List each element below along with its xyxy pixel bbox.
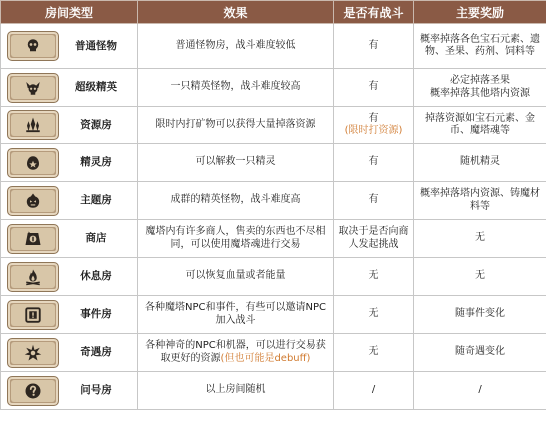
reward-text: 必定掉落圣果 概率掉落其他塔内资源 xyxy=(430,75,530,99)
room-type-name: 超级精英 xyxy=(75,81,117,94)
room-type-cell xyxy=(1,107,138,144)
header-combat: 是否有战斗 xyxy=(334,1,414,24)
horned-skull-icon xyxy=(24,79,42,97)
room-icon-tile xyxy=(7,224,59,254)
room-icon-tile xyxy=(7,73,59,103)
combat-cell xyxy=(334,296,414,334)
question-icon xyxy=(24,382,42,400)
combat-text: 无 xyxy=(368,270,379,282)
effect-text: 各种魔塔NPC和事件，有些可以邀请NPC加入战斗 xyxy=(145,302,326,326)
room-type-name: 商店 xyxy=(85,232,107,245)
reward-cell xyxy=(414,107,546,144)
room-type-cell xyxy=(1,372,138,410)
reward-cell xyxy=(414,258,546,296)
effect-cell xyxy=(138,107,334,144)
reward-text: / xyxy=(478,384,482,396)
effect-text: 一只精英怪物，战斗难度较高 xyxy=(170,81,301,93)
effect-text: 魔塔内有许多商人，售卖的东西也不尽相同，可以使用魔塔魂进行交易 xyxy=(145,226,326,250)
reward-cell xyxy=(414,69,546,107)
table-row xyxy=(1,182,546,220)
effect-text: 可以解救一只精灵 xyxy=(195,156,276,168)
crystal-icon xyxy=(24,116,42,134)
combat-cell xyxy=(334,144,414,182)
burst-icon xyxy=(24,344,42,362)
header-effect: 效果 xyxy=(138,1,334,24)
combat-text: / xyxy=(371,384,376,396)
table-body xyxy=(1,24,546,410)
combat-cell xyxy=(334,372,414,410)
reward-cell xyxy=(414,144,546,182)
room-type-cell xyxy=(1,69,138,107)
combat-cell xyxy=(334,69,414,107)
room-type-name: 主题房 xyxy=(80,194,112,207)
room-icon-tile xyxy=(7,110,59,140)
effect-cell xyxy=(138,372,334,410)
table-row xyxy=(1,334,546,372)
combat-cell xyxy=(334,182,414,220)
effect-text: 限时内打矿物可以获得大量掉落资源 xyxy=(155,118,316,130)
effect-cell xyxy=(138,182,334,220)
effect-text: 各种神奇的NPC和机器，可以进行交易获取更好的资源 xyxy=(145,340,326,364)
table-header-row xyxy=(1,1,546,24)
room-type-name: 奇遇房 xyxy=(80,346,112,359)
reward-text: 掉落资源如宝石元素、金币、魔塔魂等 xyxy=(425,112,535,136)
room-icon-tile xyxy=(7,31,59,61)
effect-text: 可以恢复血量或者能量 xyxy=(185,270,286,282)
combat-text: 有 xyxy=(368,39,379,51)
combat-note: (限时打资源) xyxy=(344,125,403,136)
effect-cell xyxy=(138,144,334,182)
table-row xyxy=(1,69,546,107)
room-type-cell xyxy=(1,334,138,372)
room-icon-tile xyxy=(7,338,59,368)
room-type-cell xyxy=(1,182,138,220)
combat-text: 取决于是否向商人发起挑战 xyxy=(338,226,409,250)
reward-cell xyxy=(414,24,546,69)
effect-cell xyxy=(138,24,334,69)
skull-icon xyxy=(24,37,42,55)
reward-text: 随机精灵 xyxy=(460,156,500,168)
combat-text: 有 xyxy=(368,112,379,124)
reward-cell xyxy=(414,296,546,334)
reward-text: 概率掉落塔内资源、铸魔材料等 xyxy=(420,188,540,212)
effect-cell xyxy=(138,220,334,258)
reward-text: 概率掉落各色宝石元素、遗物、圣果、药剂、饲料等 xyxy=(420,33,540,57)
room-icon-tile xyxy=(7,376,59,406)
room-type-name: 问号房 xyxy=(80,384,112,397)
table-row xyxy=(1,107,546,144)
spirit-icon xyxy=(24,154,42,172)
room-type-cell xyxy=(1,258,138,296)
effect-cell xyxy=(138,296,334,334)
combat-text: 无 xyxy=(368,346,379,358)
room-type-name: 事件房 xyxy=(80,308,112,321)
room-type-cell xyxy=(1,144,138,182)
elite-face-icon xyxy=(24,192,42,210)
header-reward: 主要奖励 xyxy=(414,1,546,24)
combat-cell xyxy=(334,334,414,372)
combat-text: 有 xyxy=(368,194,379,206)
effect-note: (但也可能是debuff) xyxy=(220,352,311,364)
combat-text: 无 xyxy=(368,308,379,320)
table-row xyxy=(1,296,546,334)
room-icon-tile xyxy=(7,148,59,178)
room-type-name: 休息房 xyxy=(80,270,112,283)
room-type-cell xyxy=(1,24,138,69)
reward-cell xyxy=(414,182,546,220)
effect-cell xyxy=(138,334,334,372)
effect-text: 以上房间随机 xyxy=(205,384,266,396)
room-type-name: 精灵房 xyxy=(80,156,112,169)
room-type-name: 资源房 xyxy=(80,118,112,131)
room-type-cell xyxy=(1,220,138,258)
reward-text: 随事件变化 xyxy=(455,308,505,320)
reward-cell xyxy=(414,334,546,372)
table-row xyxy=(1,372,546,410)
room-icon-tile xyxy=(7,186,59,216)
effect-text: 普通怪物房，战斗难度较低 xyxy=(175,39,296,51)
combat-cell xyxy=(334,258,414,296)
combat-cell xyxy=(334,107,414,144)
combat-cell xyxy=(334,220,414,258)
room-type-cell xyxy=(1,296,138,334)
reward-cell xyxy=(414,372,546,410)
event-icon xyxy=(24,306,42,324)
reward-cell xyxy=(414,220,546,258)
room-icon-tile xyxy=(7,300,59,330)
room-icon-tile xyxy=(7,262,59,292)
effect-cell xyxy=(138,69,334,107)
effect-text: 成群的精英怪物，战斗难度高 xyxy=(170,194,301,206)
table-row xyxy=(1,220,546,258)
campfire-icon xyxy=(24,268,42,286)
reward-text: 无 xyxy=(475,232,485,244)
reward-text: 无 xyxy=(475,270,485,282)
table-row xyxy=(1,258,546,296)
effect-cell xyxy=(138,258,334,296)
merchant-icon xyxy=(24,230,42,248)
room-type-name: 普通怪物 xyxy=(75,39,117,52)
combat-cell xyxy=(334,24,414,69)
header-room-type: 房间类型 xyxy=(1,1,138,24)
combat-text: 有 xyxy=(368,81,379,93)
table-row xyxy=(1,144,546,182)
combat-text: 有 xyxy=(368,156,379,168)
reward-text: 随奇遇变化 xyxy=(455,346,505,358)
table-row xyxy=(1,24,546,69)
